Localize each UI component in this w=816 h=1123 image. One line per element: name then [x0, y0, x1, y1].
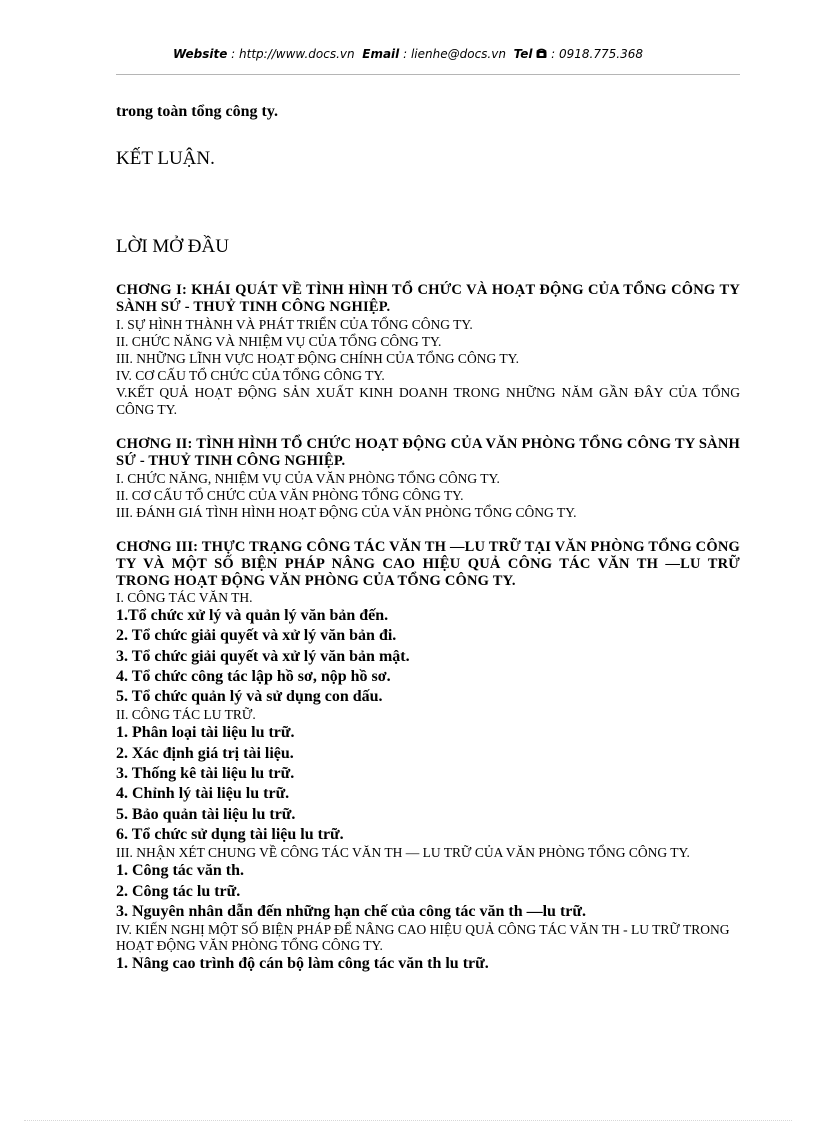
- toc-item: 1.Tổ chức xử lý và quản lý văn bản đến.: [116, 607, 389, 624]
- footer-divider: [24, 1120, 792, 1121]
- toc-item: 3. Thống kê tài liệu lu trữ.: [116, 765, 295, 783]
- section-heading: IV. KIẾN NGHỊ MỘT SỐ BIỆN PHÁP ĐỂ NÂNG CAO HIỆU QUẢ CÔNG TÁC VĂN TH - LU TRỮ TRONG HOẠT ĐỘNG VĂN PHÒNG TỔNG CÔNG TY.: [116, 922, 730, 954]
- ket-luan-heading: KẾT LUẬN.: [116, 148, 215, 169]
- chapter-1-section: I. SỰ HÌNH THÀNH VÀ PHÁT TRIỂN CỦA TỔNG CÔNG TY.: [116, 317, 473, 332]
- website-value[interactable]: : http://www.docs.vn: [231, 47, 355, 61]
- chapter-1-title: CHƠNG I: KHÁI QUÁT VỀ TÌNH HÌNH TỔ CHỨC VÀ HOẠT ĐỘNG CỦA TỔNG CÔNG TY SÀNH SỨ - THUỶ TINH CÔNG NGHIỆP.: [116, 282, 740, 315]
- chapter-2-section: III. ĐÁNH GIÁ TÌNH HÌNH HOẠT ĐỘNG CỦA VĂN PHÒNG TỔNG CÔNG TY.: [116, 505, 577, 520]
- section-heading: II. CÔNG TÁC LU TRỮ.: [116, 707, 256, 723]
- section-heading: I. CÔNG TÁC VĂN TH.: [116, 590, 253, 605]
- chapter-1-section: III. NHỮNG LĨNH VỰC HOẠT ĐỘNG CHÍNH CỦA TỔNG CÔNG TY.: [116, 351, 519, 366]
- toc-item: 5. Bảo quản tài liệu lu trữ.: [116, 805, 296, 823]
- chapter-3-title: CHƠNG III: THỰC TRẠNG CÔNG TÁC VĂN TH —LU TRỮ TẠI VĂN PHÒNG TỔNG CÔNG TY VÀ MỘT SỐ BIỆN PHÁP NÂNG CAO HIỆU QUẢ CÔNG TÁC VĂN TH —LU TRỮ TRONG HOẠT ĐỘNG VĂN PHÒNG CỦA TỔNG CÔNG TY.: [116, 539, 740, 589]
- toc-item: 2. Xác định giá trị tài liệu.: [116, 744, 294, 762]
- page-header: [0, 47, 816, 62]
- chapter-1-section: II. CHỨC NĂNG VÀ NHIỆM VỤ CỦA TỔNG CÔNG TY.: [116, 334, 442, 349]
- section-heading: III. NHẬN XÉT CHUNG VỀ CÔNG TÁC VĂN TH — LU TRỮ CỦA VĂN PHÒNG TỔNG CÔNG TY.: [116, 845, 690, 861]
- header-divider: [116, 74, 740, 75]
- toc-item: 5. Tổ chức quản lý và sử dụng con dấu.: [116, 688, 383, 706]
- toc-item: 1. Nâng cao trình độ cán bộ làm công tác văn th lu trữ.: [116, 955, 489, 973]
- toc-content: [116, 100, 740, 974]
- intro-line: trong toàn tổng công ty.: [116, 103, 278, 120]
- phone-icon: [536, 48, 547, 62]
- toc-item: 1. Phân loại tài liệu lu trữ.: [116, 724, 295, 742]
- chapter-1-section: V.KẾT QUẢ HOẠT ĐỘNG SẢN XUẤT KINH DOANH TRONG NHỮNG NĂM GẦN ĐÂY CỦA TỔNG CÔNG TY.: [116, 385, 740, 417]
- toc-item: 3. Tổ chức giải quyết và xử lý văn bản mật.: [116, 647, 410, 665]
- toc-item: 1. Công tác văn th.: [116, 862, 245, 880]
- toc-item: 3. Nguyên nhân dẫn đến những hạn chế của công tác văn th —lu trữ.: [116, 902, 586, 920]
- chapter-2-title: CHƠNG II: TÌNH HÌNH TỔ CHỨC HOẠT ĐỘNG CỦA VĂN PHÒNG TỔNG CÔNG TY SÀNH SỨ - THUỶ TINH CÔNG NGHIỆP.: [116, 436, 740, 469]
- toc-item: 2. Công tác lu trữ.: [116, 882, 241, 900]
- toc-item: 4. Tổ chức công tác lập hồ sơ, nộp hồ sơ.: [116, 667, 391, 685]
- chapter-2-section: I. CHỨC NĂNG, NHIỆM VỤ CỦA VĂN PHÒNG TỔNG CÔNG TY.: [116, 471, 500, 486]
- website-label: Website: [173, 47, 228, 61]
- chapter-2-section: II. CƠ CẤU TỔ CHỨC CỦA VĂN PHÒNG TỔNG CÔNG TY.: [116, 488, 464, 503]
- loi-mo-dau-heading: LỜI MỞ ĐẦU: [116, 236, 229, 257]
- tel-value: : 0918.775.368: [551, 47, 643, 61]
- email-label: Email: [362, 47, 400, 61]
- toc-item: 2. Tổ chức giải quyết và xử lý văn bản đi.: [116, 627, 397, 645]
- toc-item: 4. Chỉnh lý tài liệu lu trữ.: [116, 785, 290, 803]
- tel-label: Tel: [513, 47, 533, 61]
- chapter-1-section: IV. CƠ CẤU TỔ CHỨC CỦA TỔNG CÔNG TY.: [116, 368, 385, 383]
- email-value[interactable]: : lienhe@docs.vn: [403, 47, 506, 61]
- toc-item: 6. Tổ chức sử dụng tài liệu lu trữ.: [116, 825, 344, 843]
